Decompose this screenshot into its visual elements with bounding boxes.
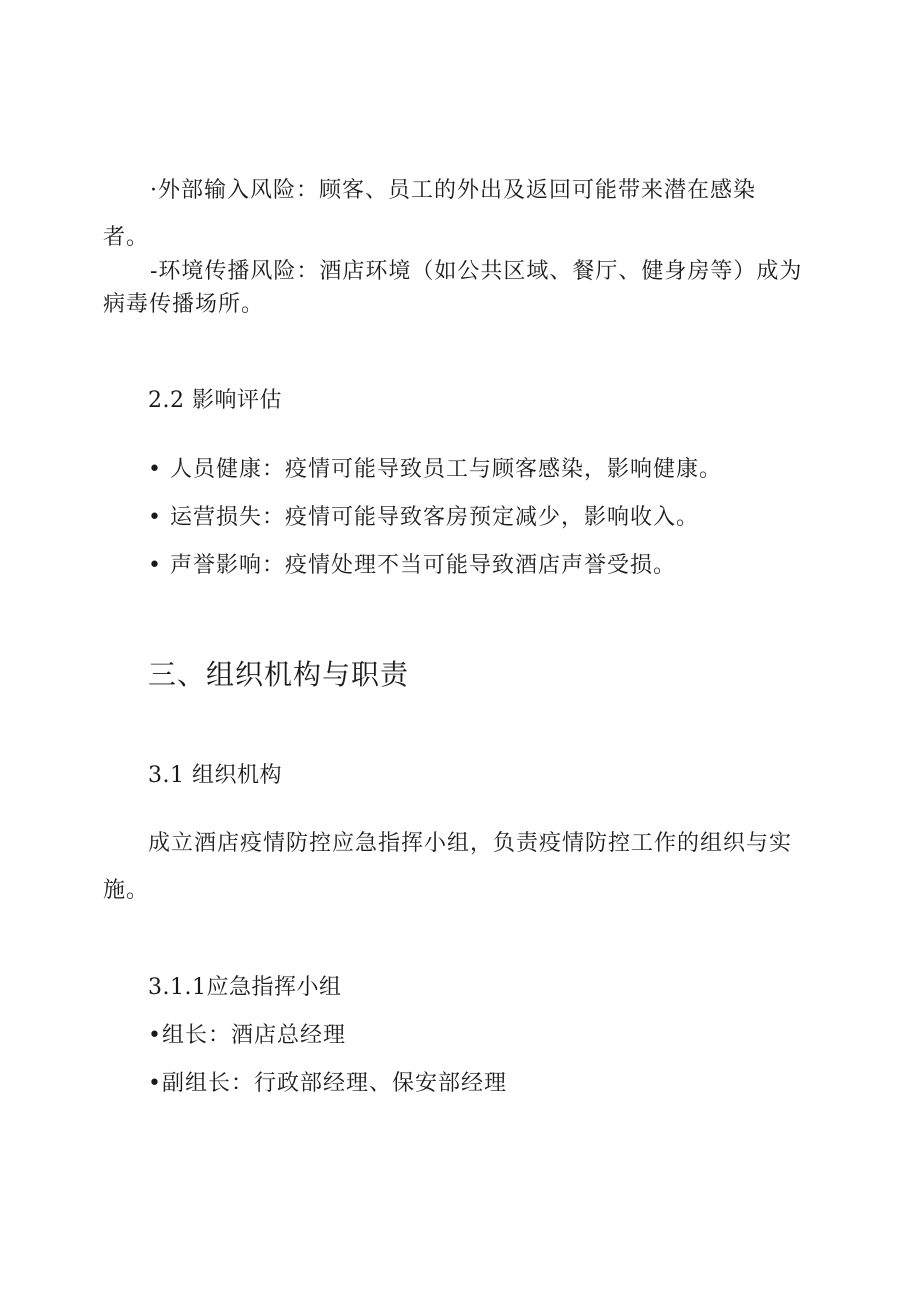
risk-environment-line1: -环境传播风险：酒店环境（如公共区域、餐厅、健身房等）成为 [150, 259, 803, 284]
impact-section-title: 2.2 影响评估 [148, 388, 282, 413]
impact-item: • 人员健康：疫情可能导致员工与顾客感染，影响健康。 [148, 457, 722, 482]
org-section-title: 3.1 组织机构 [148, 763, 282, 788]
member-item: •组长：酒店总经理 [148, 1023, 346, 1048]
org-paragraph-line2: 施。 [103, 878, 150, 903]
risk-environment-line2: 病毒传播场所。 [103, 292, 265, 317]
chapter-heading: 三、组织机构与职责 [148, 658, 410, 691]
impact-item: • 运营损失：疫情可能导致客房预定减少，影响收入。 [148, 505, 699, 530]
group-subtitle: 3.1.1应急指挥小组 [148, 975, 342, 1000]
risk-external-line1: ·外部输入风险：顾客、员工的外出及返回可能带来潜在感染 [150, 178, 756, 203]
member-item: •副组长：行政部经理、保安部经理 [148, 1071, 507, 1096]
org-paragraph-line1: 成立酒店疫情防控应急指挥小组，负责疫情防控工作的组织与实 [148, 831, 793, 856]
risk-external-line2: 者。 [103, 225, 150, 250]
impact-item: • 声誉影响：疫情处理不当可能导致酒店声誉受损。 [148, 553, 676, 578]
